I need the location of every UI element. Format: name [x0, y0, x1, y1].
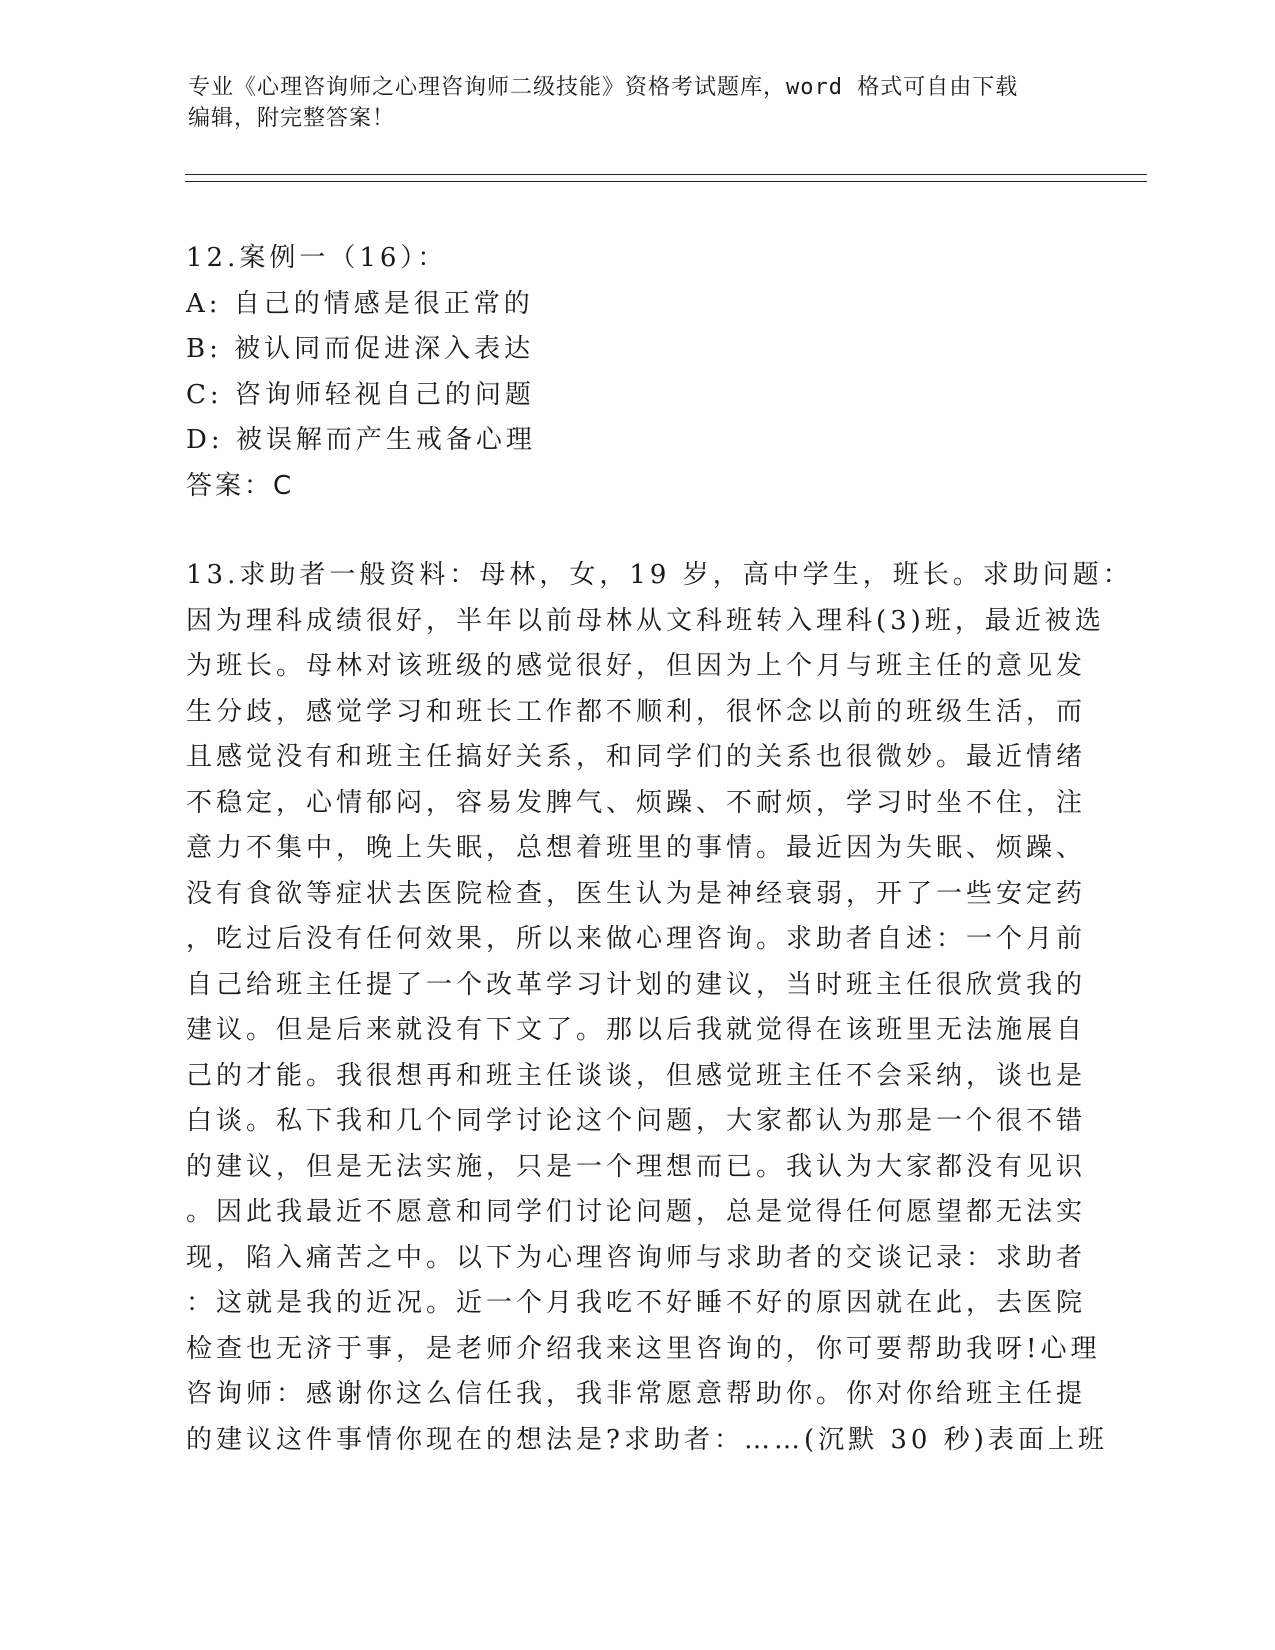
question-text-line: 且感觉没有和班主任搞好关系，和同学们的关系也很微妙。最近情绪	[186, 742, 1087, 772]
question-text-line: ：这就是我的近况。近一个月我吃不好睡不好的原因就在此，去医院	[186, 1288, 1087, 1318]
question-text-line: 。因此我最近不愿意和同学们讨论问题，总是觉得任何愿望都无法实	[186, 1197, 1087, 1227]
question-text-line: 检查也无济于事，是老师介绍我来这里咨询的，你可要帮助我呀!心理	[186, 1333, 1101, 1364]
header-divider-bottom	[185, 181, 1147, 182]
option-a: A: 自己的情感是很正常的	[186, 288, 534, 319]
option-b: B: 被认同而促进深入表达	[186, 334, 535, 364]
option-c: C: 咨询师轻视自己的问题	[186, 379, 535, 410]
question-text-line: 生分歧，感觉学习和班长工作都不顺利，很怀念以前的班级生活，而	[186, 696, 1087, 727]
header-line-1: 专业《心理咨询师之心理咨询师二级技能》资格考试题库，word 格式可自由下载	[188, 75, 1019, 100]
question-text-line: 己的才能。我很想再和班主任谈谈，但感觉班主任不会采纳，谈也是	[186, 1060, 1087, 1091]
question-text-line: 咨询师：感谢你这么信任我，我非常愿意帮助你。你对你给班主任提	[186, 1379, 1087, 1409]
question-text-line: ，吃过后没有任何效果，所以来做心理咨询。求助者自述：一个月前	[186, 924, 1087, 954]
question-text-line: 自己给班主任提了一个改革学习计划的建议，当时班主任很欣赏我的	[186, 969, 1087, 1000]
question-12	[186, 236, 1086, 509]
header-divider-top	[185, 174, 1147, 175]
header-line-2: 编辑，附完整答案！	[188, 106, 396, 131]
question-text-line: 没有食欲等症状去医院检查，医生认为是神经衰弱，开了一些安定药	[186, 878, 1087, 909]
question-text-line: 不稳定，心情郁闷，容易发脾气、烦躁、不耐烦，学习时坐不住，注	[186, 787, 1087, 818]
answer-line: 答案：C	[186, 470, 295, 501]
question-text-line: 建议。但是后来就没有下文了。那以后我就觉得在该班里无法施展自	[186, 1015, 1087, 1045]
question-text-line: 因为理科成绩很好，半年以前母林从文科班转入理科(3)班，最近被选	[186, 605, 1105, 636]
question-text-line: 现，陷入痛苦之中。以下为心理咨询师与求助者的交谈记录：求助者	[186, 1242, 1087, 1273]
question-stem: 12.案例一（16）：	[186, 243, 448, 273]
option-d: D: 被误解而产生戒备心理	[186, 425, 536, 455]
question-text-line: 白谈。私下我和几个同学讨论这个问题，大家都认为那是一个很不错	[186, 1106, 1087, 1136]
question-text-line: 为班长。母林对该班级的感觉很好，但因为上个月与班主任的意见发	[186, 651, 1087, 681]
page-header	[188, 72, 1068, 134]
question-text-line: 的建议这件事情你现在的想法是?求助者：……(沉默 30 秒)表面上班	[186, 1424, 1108, 1455]
question-text-line: 13.求助者一般资料：母林，女，19 岁，高中学生，班长。求助问题：	[186, 560, 1133, 590]
question-text-line: 的建议，但是无法实施，只是一个理想而已。我认为大家都没有见识	[186, 1151, 1087, 1182]
question-text-line: 意力不集中，晚上失眠，总想着班里的事情。最近因为失眠、烦躁、	[186, 833, 1087, 863]
question-13	[186, 553, 1133, 1463]
